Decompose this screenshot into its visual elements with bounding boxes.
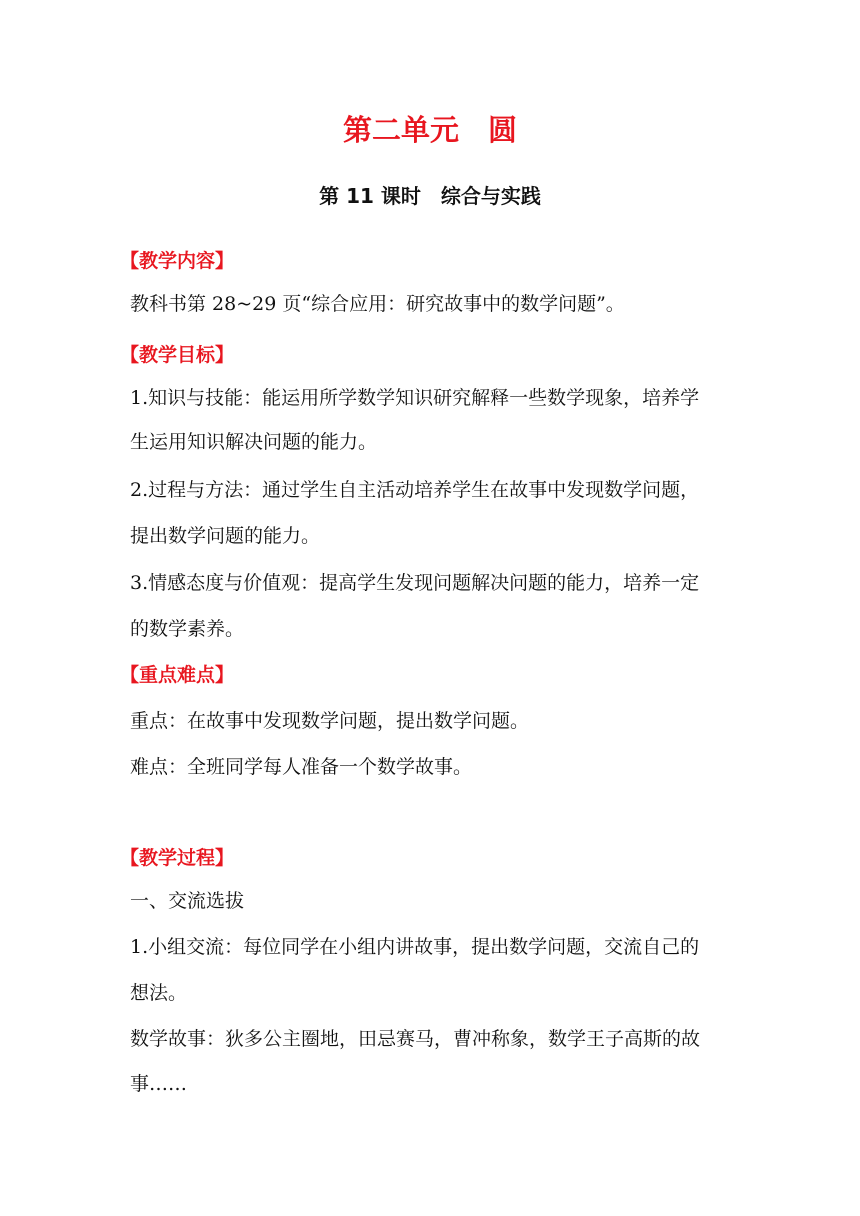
process-line: 1.小组交流：每位同学在小组内讲故事，提出数学问题，交流自己的 [130,936,700,958]
goals-line: 1.知识与技能：能运用所学数学知识研究解释一些数学现象，培养学 [130,387,700,409]
section-heading-process: 【教学过程】 [120,847,235,869]
goals-line: 提出数学问题的能力。 [130,525,321,547]
unit-title: 第二单元 圆 [342,113,517,147]
goals-line: 2.过程与方法：通过学生自主活动培养学生在故事中发现数学问题， [130,479,700,501]
section-heading-content: 【教学内容】 [120,250,235,272]
goals-line: 3.情感态度与价值观：提高学生发现问题解决问题的能力，培养一定 [130,572,700,594]
key-point-line: 重点：在故事中发现数学问题，提出数学问题。 [130,710,530,732]
key-point-line: 难点：全班同学每人准备一个数学故事。 [130,756,473,778]
process-line: 一、交流选拔 [130,890,245,912]
goals-line: 的数学素养。 [130,618,245,640]
lesson-title: 第 11 课时 综合与实践 [319,184,541,208]
process-line: 数学故事：狄多公主圈地，田忌赛马，曹冲称象，数学王子高斯的故 [130,1028,701,1050]
content-line: 教科书第 28~29 页“综合应用：研究故事中的数学问题”。 [130,293,625,315]
section-heading-goals: 【教学目标】 [120,344,235,366]
process-line: 事…… [130,1073,188,1095]
section-heading-key-points: 【重点难点】 [120,664,235,686]
process-line: 想法。 [130,982,188,1004]
goals-line: 生运用知识解决问题的能力。 [130,431,378,453]
